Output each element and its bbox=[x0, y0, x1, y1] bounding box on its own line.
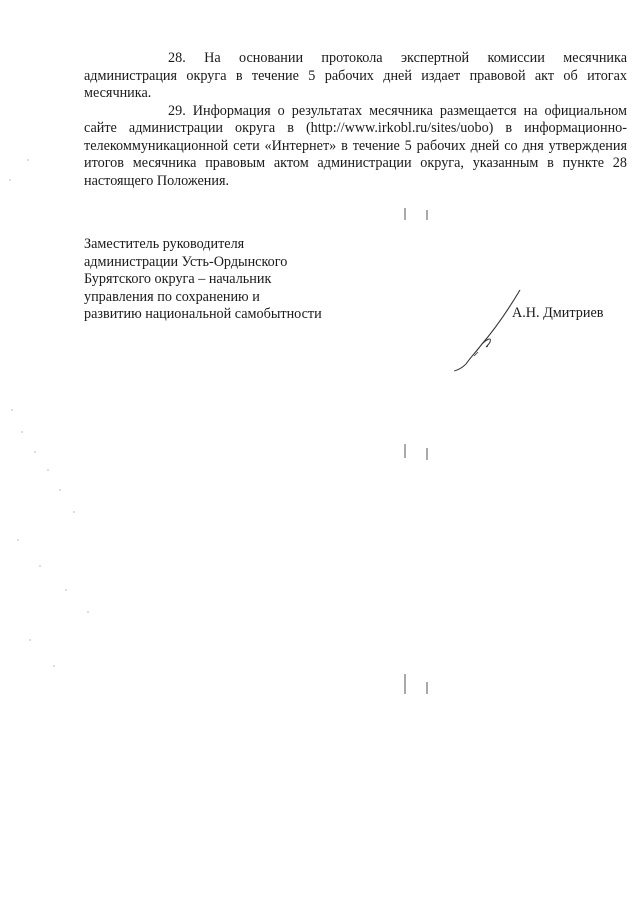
paragraph-number: 29. bbox=[168, 102, 186, 119]
position-line: Заместитель руководителя bbox=[84, 236, 245, 252]
paragraph-text: Информация о результатах месячника размещается на официальном сайте администрации округа в (http://www.irkobl.ru/sites/uobo) в информационно-телекоммуникационной сети «Интернет» в течение 5 рабочих дней со дня утверждения итогов месячника правовым актом администрации округа, указанным в пункте 28 настоящего Положения. bbox=[84, 102, 627, 189]
signatory-name: А.Н. Дмитриев bbox=[512, 305, 604, 321]
position-line: управления по сохранению и bbox=[84, 288, 260, 305]
position-line: администрации Усть-Ордынского bbox=[84, 253, 288, 270]
position-line: развитию национальной самобытности bbox=[84, 306, 322, 322]
handwritten-signature bbox=[448, 286, 528, 372]
paragraph-28 bbox=[84, 50, 627, 103]
document-body bbox=[84, 50, 627, 190]
paragraph-text: На основании протокола экспертной комиссии месячника администрация округа в течение 5 рабочих дней издает правовой акт об итогах месячника. bbox=[84, 50, 627, 101]
signatory-position bbox=[84, 236, 322, 324]
paragraph-number: 28. bbox=[168, 50, 186, 66]
paragraph-29 bbox=[84, 103, 627, 191]
position-line: Бурятского округа – начальник bbox=[84, 271, 272, 287]
